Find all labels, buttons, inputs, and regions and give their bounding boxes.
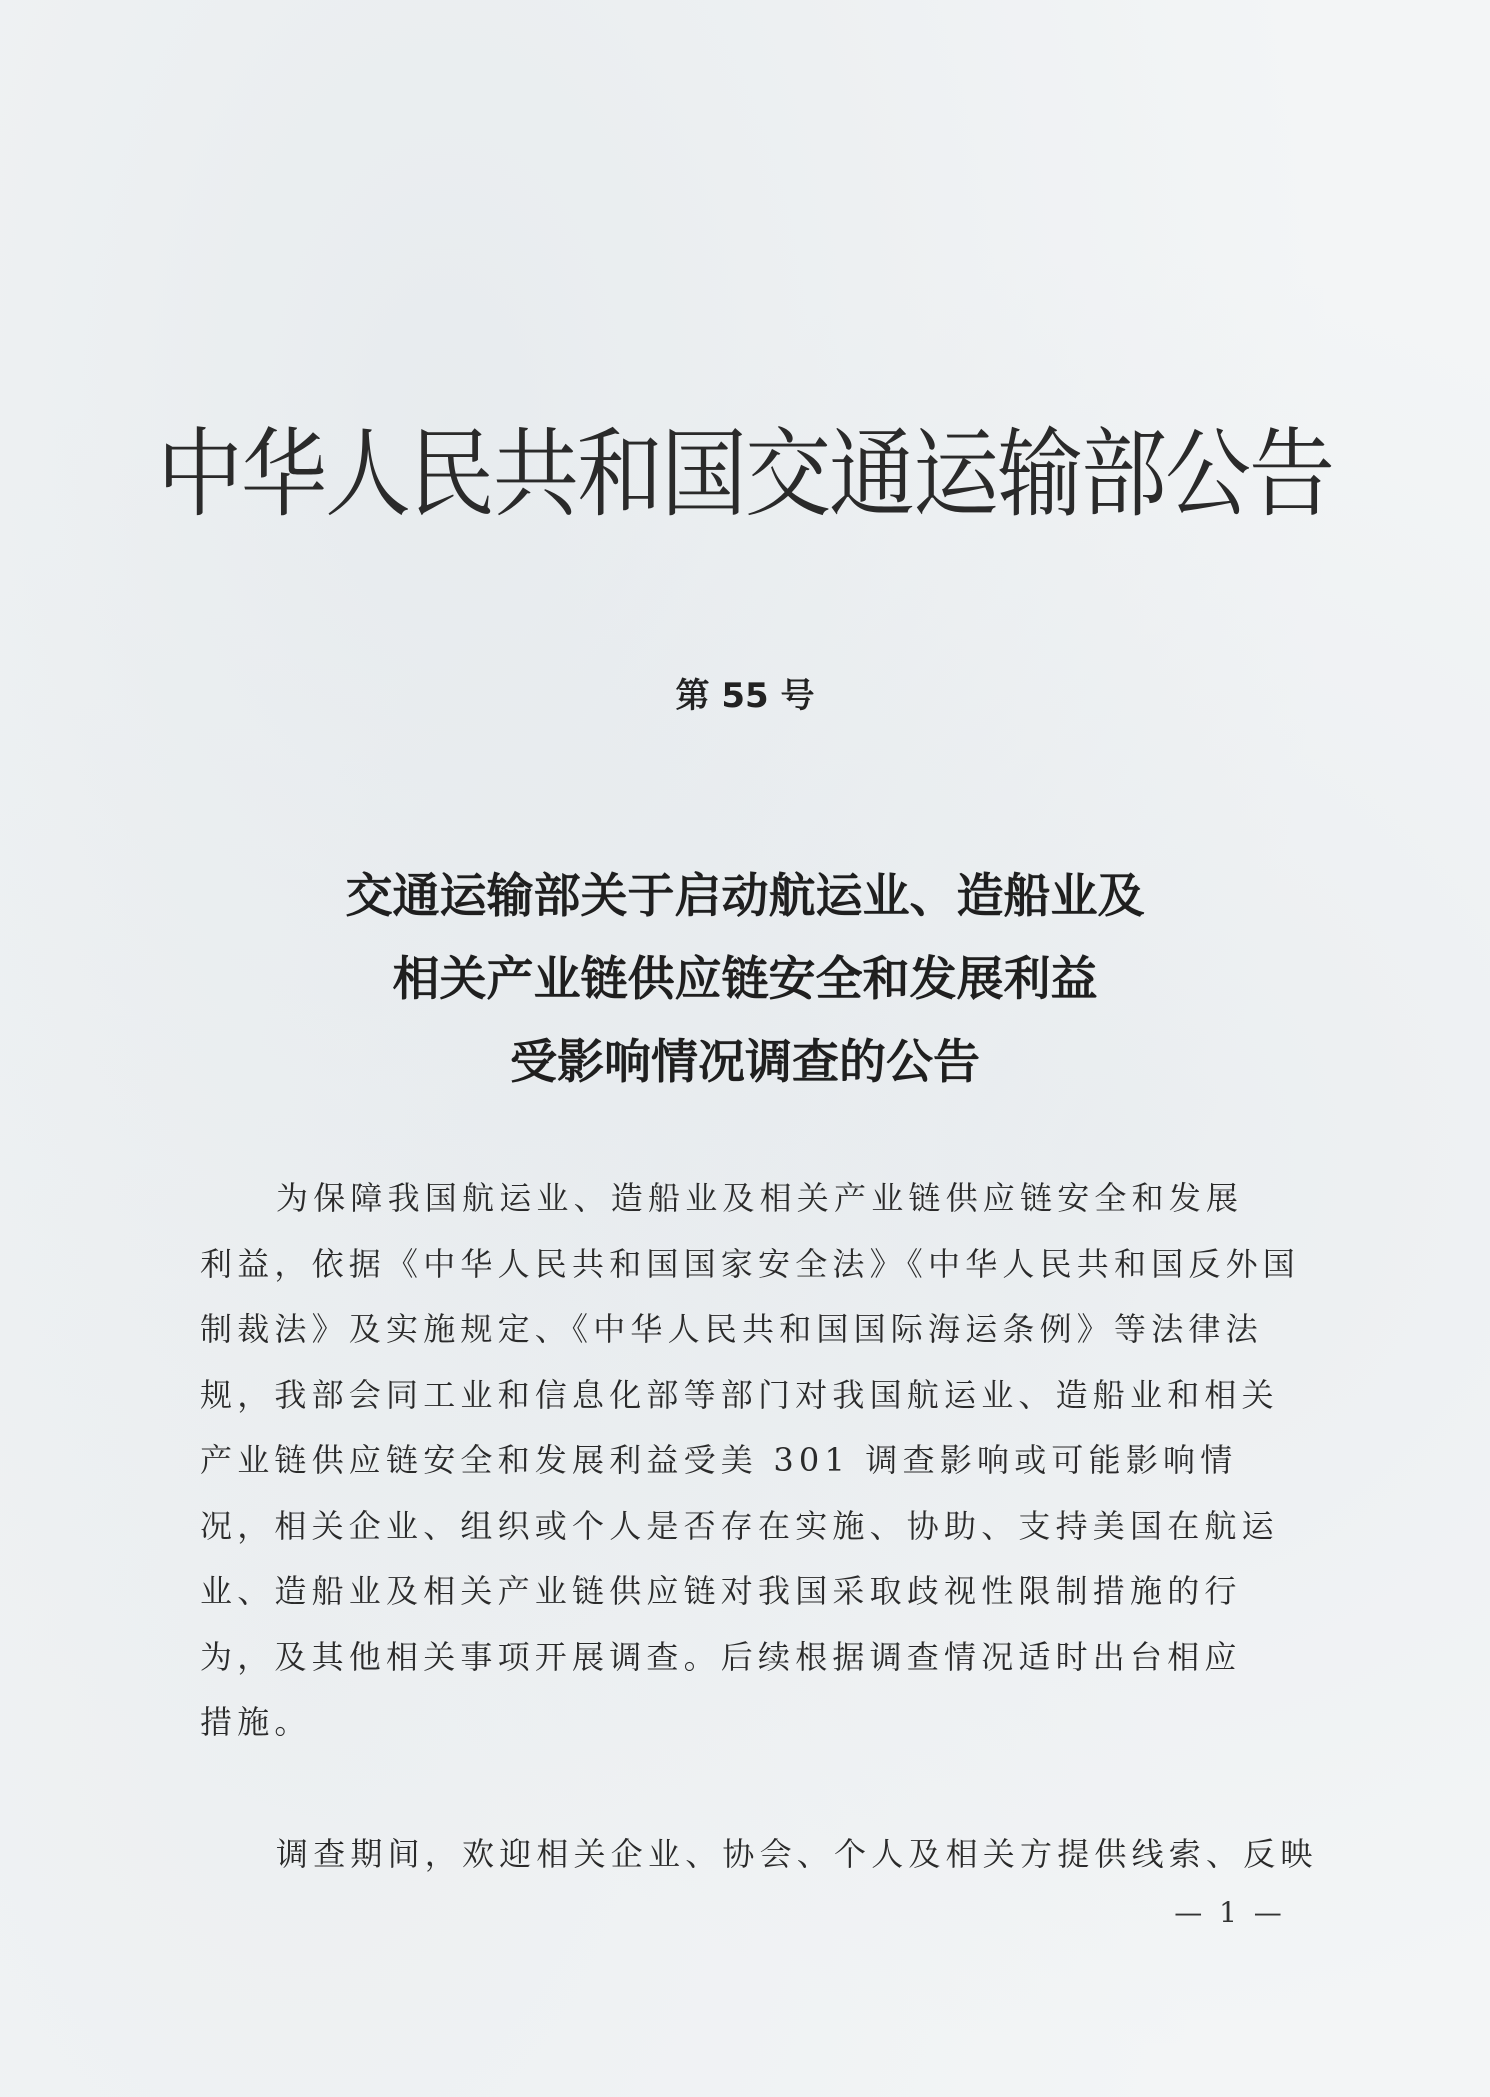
body-line: 制裁法》及实施规定、《中华人民共和国国际海运条例》等法律法 bbox=[200, 1310, 1263, 1348]
body-line: 业、造船业及相关产业链供应链对我国采取歧视性限制措施的行 bbox=[200, 1572, 1242, 1610]
body-paragraph-2: 调查期间，欢迎相关企业、协会、个人及相关方提供线索、反映 bbox=[276, 1835, 1318, 1873]
body-line: 规，我部会同工业和信息化部等部门对我国航运业、造船业和相关 bbox=[200, 1375, 1279, 1414]
page-number: — 1 — bbox=[1174, 1896, 1286, 1929]
notice-title-line: 受影响情况调查的公告 bbox=[510, 1035, 980, 1090]
body-line: 措施。 bbox=[200, 1703, 312, 1741]
notice-title-line: 相关产业链供应链安全和发展利益 bbox=[392, 952, 1098, 1007]
document-number: 第 55 号 bbox=[675, 676, 815, 716]
body-line: 况，相关企业、组织或个人是否存在实施、协助、支持美国在航运 bbox=[200, 1506, 1279, 1545]
body-line: 为保障我国航运业、造船业及相关产业链供应链安全和发展 bbox=[276, 1179, 1244, 1217]
notice-title-line: 交通运输部关于启动航运业、造船业及 bbox=[345, 869, 1145, 924]
notice-title bbox=[0, 855, 1490, 1104]
body-line: 为，及其他相关事项开展调查。后续根据调查情况适时出台相应 bbox=[200, 1637, 1242, 1676]
body-paragraph-1 bbox=[200, 1166, 1300, 1756]
body-line: 利益，依据《中华人民共和国国家安全法》《中华人民共和国反外国 bbox=[200, 1244, 1301, 1283]
body-line: 产业链供应链安全和发展利益受美 301 调查影响或可能影响情 bbox=[200, 1441, 1238, 1479]
ministry-header-title: 中华人民共和国交通运输部公告 bbox=[157, 419, 1333, 531]
